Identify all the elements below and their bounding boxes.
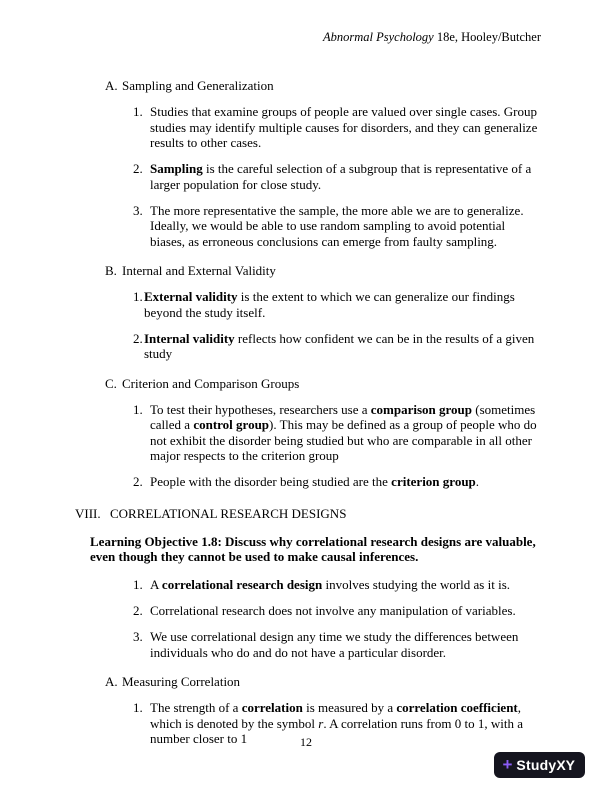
section-heading [105, 263, 541, 278]
item-label: C. [105, 375, 117, 391]
item-label: 2. [133, 161, 143, 177]
item-text: Correlational research does not involve any manipulation of variables. [150, 602, 516, 618]
item-label: B. [105, 262, 117, 278]
item-label: A. [105, 673, 118, 689]
item-text: Sampling is the careful selection of a subgroup that is representative of a larger population for close study. [150, 161, 532, 192]
item-text: The strength of a correlation is measured by a correlation coefficient, which is denoted by the symbol r. A correlation runs from 0 to 1, with a number closer to 1 [150, 700, 523, 746]
item-text: People with the disorder being studied are the criterion group. [150, 474, 480, 490]
list-item [133, 474, 541, 489]
item-label: 1. [133, 700, 143, 716]
item-label: 2. [133, 602, 143, 618]
item-text: To test their hypotheses, researchers use a comparison group (sometimes called a control group). This may be defined as a group of people who do not exhibit the disorder being studied but who are comparable in all other major respects to the criterion group [150, 401, 537, 463]
section-heading [105, 78, 541, 93]
item-label: VIII. [75, 505, 101, 521]
running-header-edition: 18e, Hooley/Butcher [433, 30, 541, 44]
item-label: 2. [133, 330, 143, 346]
item-text: Learning Objective 1.8: Discuss why correlational research designs are valuable, even though they cannot be used to make causal inferences. [90, 533, 536, 565]
section-heading [105, 376, 541, 391]
brand-logo-study-text: Study [516, 756, 557, 773]
brand-logo [494, 752, 585, 778]
section-heading [105, 674, 541, 689]
document-blocks [72, 64, 541, 757]
item-text: Sampling and Generalization [122, 78, 274, 93]
running-header-book-title: Abnormal Psychology [322, 30, 434, 44]
list-item [133, 331, 541, 362]
list-item [133, 289, 541, 320]
item-text: Studies that examine groups of people are valued over single cases. Group studies may identify multiple causes for disorders, and they can generalize results to other cases. [150, 104, 538, 150]
page-number: 12 [300, 734, 312, 749]
item-text: The more representative the sample, the more able we are to generalize. Ideally, we would be able to use random sampling to avoid potential biases, as erroneous conclusions can emerge from faulty sampling. [150, 202, 524, 249]
item-text: CORRELATIONAL RESEARCH DESIGNS [110, 505, 347, 521]
list-item [133, 104, 541, 150]
item-text: Criterion and Comparison Groups [122, 375, 300, 391]
list-item [133, 603, 541, 618]
list-item [133, 161, 541, 192]
item-label: 1. [133, 401, 143, 417]
item-text: We use correlational design any time we study the differences between individuals who do and do not have a particular disorder. [150, 629, 519, 660]
list-item [133, 629, 541, 660]
list-item [133, 577, 541, 592]
item-text: Internal validity reflects how confident we can be in the results of a given study [144, 330, 535, 362]
item-label: 1. [133, 576, 143, 592]
item-text: A correlational research design involves studying the world as it is. [150, 576, 511, 592]
item-label: 1. [133, 289, 143, 305]
list-item [133, 203, 541, 249]
item-label: 2. [133, 474, 143, 490]
brand-logo-xy-text: XY [556, 756, 575, 773]
plus-icon: + [502, 754, 513, 774]
item-label: 3. [133, 202, 143, 218]
item-label: 1. [133, 104, 143, 120]
learning-objective [90, 534, 541, 565]
item-label: A. [105, 78, 118, 93]
item-text: External validity is the extent to which we can generalize our findings beyond the study itself. [144, 289, 515, 320]
item-text: Internal and External Validity [122, 262, 276, 278]
item-text: Measuring Correlation [122, 673, 241, 689]
list-item [133, 402, 541, 463]
roman-numeral-heading [75, 506, 541, 521]
running-header [323, 30, 541, 45]
item-label: 3. [133, 629, 143, 645]
